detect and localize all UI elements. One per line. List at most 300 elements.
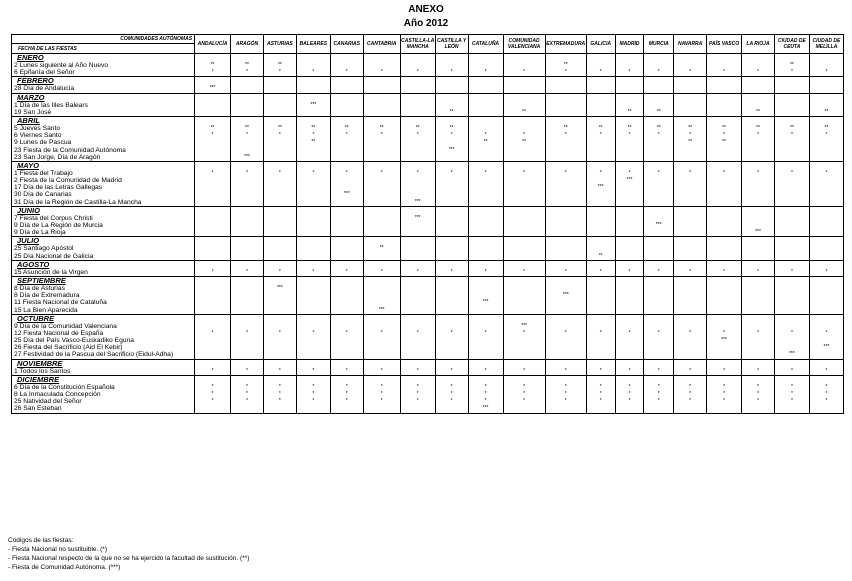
marks-cell xyxy=(707,93,742,116)
marks-cell xyxy=(330,314,363,359)
marks-cell xyxy=(296,237,330,260)
holiday-mark xyxy=(587,154,615,161)
holiday-mark: * xyxy=(657,329,660,336)
holiday-mark xyxy=(810,292,843,299)
marks-cell xyxy=(363,237,400,260)
holiday-mark xyxy=(644,147,673,154)
holiday-mark: * xyxy=(689,169,692,176)
corner-cell xyxy=(12,35,195,54)
holiday-mark: *** xyxy=(482,299,489,306)
marks-cell xyxy=(742,54,775,77)
marks-cell xyxy=(468,116,503,161)
holiday-mark xyxy=(504,85,545,92)
holiday-mark: * xyxy=(723,367,726,374)
holiday-mark xyxy=(775,405,809,412)
holiday-mark xyxy=(742,184,774,191)
holiday-mark xyxy=(810,139,843,146)
holiday-mark xyxy=(810,177,843,184)
holiday-label: 23 San Jorge, Día de Aragón xyxy=(14,153,101,161)
holiday-mark: * xyxy=(689,329,692,336)
holiday-mark: * xyxy=(757,132,759,139)
holiday-mark xyxy=(297,85,330,92)
holiday-mark: ** xyxy=(563,124,568,131)
holiday-mark: * xyxy=(599,132,602,139)
holiday-label: 1 Fiesta del Trabajo xyxy=(14,169,73,177)
holiday-mark: * xyxy=(246,69,248,76)
holiday-mark xyxy=(587,147,615,154)
marks-cell xyxy=(435,260,468,276)
holiday-mark xyxy=(331,147,363,154)
holiday-mark xyxy=(436,245,468,252)
holiday-mark xyxy=(587,139,615,146)
marks-cell xyxy=(468,206,503,237)
marks-cell xyxy=(615,77,644,93)
marks-cell xyxy=(231,206,264,237)
holiday-label: 6 Día de la Constitución Española xyxy=(14,383,115,391)
marks-cell xyxy=(468,375,503,413)
holiday-mark xyxy=(401,109,435,116)
marks-cell xyxy=(545,237,586,260)
month-name: NOVIEMBRE xyxy=(17,359,63,368)
holiday-mark xyxy=(742,299,774,306)
region-header: CANARIAS xyxy=(330,35,363,54)
region-header: COMUNIDAD VALENCIANA xyxy=(503,35,545,54)
holiday-mark xyxy=(231,285,263,292)
holiday-mark: ** xyxy=(522,139,527,146)
month-name: MAYO xyxy=(17,161,39,170)
holiday-mark xyxy=(546,337,586,344)
marks-cell xyxy=(503,161,545,206)
holiday-mark xyxy=(644,344,673,351)
region-header: ARAGÓN xyxy=(231,35,264,54)
holiday-mark xyxy=(436,344,468,351)
month-row xyxy=(12,314,844,359)
holiday-mark: * xyxy=(564,329,567,336)
holiday-mark: *** xyxy=(414,198,421,205)
marks-cell xyxy=(545,260,586,276)
holiday-mark xyxy=(742,344,774,351)
holiday-mark: * xyxy=(416,329,419,336)
holiday-mark xyxy=(331,351,363,358)
holiday-mark: *** xyxy=(626,177,633,184)
holiday-mark xyxy=(469,109,503,116)
holiday-label: 8 Día de Asturias xyxy=(14,284,65,292)
holiday-mark: * xyxy=(450,169,453,176)
holiday-mark: * xyxy=(345,367,348,374)
marks-cell xyxy=(545,375,586,413)
marks-cell xyxy=(400,206,435,237)
holiday-mark: * xyxy=(345,398,348,405)
holiday-mark xyxy=(742,139,774,146)
marks-cell xyxy=(503,93,545,116)
holiday-mark xyxy=(810,199,843,206)
marks-cell xyxy=(330,276,363,314)
holiday-mark xyxy=(297,154,330,161)
holiday-mark: * xyxy=(211,391,214,397)
marks-cell xyxy=(774,276,809,314)
holiday-mark xyxy=(546,154,586,161)
marks-cell xyxy=(674,54,707,77)
holiday-mark: ** xyxy=(277,62,282,68)
holiday-mark: ** xyxy=(483,139,488,146)
holiday-mark: * xyxy=(278,268,281,275)
holiday-mark: *** xyxy=(482,405,489,412)
marks-cell xyxy=(545,161,586,206)
holiday-mark xyxy=(587,102,615,109)
holiday-mark: * xyxy=(657,169,660,176)
holiday-mark xyxy=(297,215,330,222)
document-subtitle: Año 2012 xyxy=(403,18,449,29)
holiday-mark xyxy=(546,351,586,358)
corner-regions-label: COMUNIDADES AUTÓNOMAS xyxy=(120,36,193,42)
holiday-mark xyxy=(546,191,586,198)
marks-cell xyxy=(195,206,231,237)
marks-cell xyxy=(774,260,809,276)
holiday-mark xyxy=(469,245,503,252)
holiday-mark xyxy=(231,139,263,146)
marks-cell xyxy=(545,93,586,116)
holiday-mark xyxy=(644,245,673,252)
holiday-mark xyxy=(587,229,615,236)
holiday-mark xyxy=(231,245,263,252)
month-row xyxy=(12,237,844,260)
holiday-mark: * xyxy=(345,132,348,139)
holiday-mark xyxy=(436,102,468,109)
holiday-mark xyxy=(775,109,809,116)
holiday-mark xyxy=(297,292,330,299)
holiday-mark xyxy=(364,191,400,198)
holiday-mark: *** xyxy=(276,284,283,291)
marks-cell xyxy=(674,276,707,314)
holiday-mark: * xyxy=(757,367,759,374)
holiday-mark: * xyxy=(312,268,315,275)
marks-cell xyxy=(231,260,264,276)
marks-cell xyxy=(435,54,468,77)
month-name: ABRIL xyxy=(17,116,40,125)
holiday-mark: * xyxy=(450,69,453,76)
holiday-mark xyxy=(504,307,545,314)
holiday-mark xyxy=(504,229,545,236)
marks-cell xyxy=(774,237,809,260)
holiday-mark xyxy=(674,184,706,191)
holiday-mark xyxy=(195,253,230,260)
holiday-mark xyxy=(231,351,263,358)
holiday-mark: * xyxy=(599,169,602,176)
holiday-mark xyxy=(546,285,586,292)
month-row xyxy=(12,77,844,93)
holiday-mark xyxy=(587,62,615,69)
holiday-label: 2 Lunes siguiente al Año Nuevo xyxy=(14,62,109,69)
holiday-mark: * xyxy=(345,383,348,390)
holiday-mark: * xyxy=(246,367,248,374)
holiday-mark xyxy=(616,292,644,299)
month-name: ENERO xyxy=(17,53,44,62)
holiday-mark xyxy=(707,344,741,351)
holiday-mark: * xyxy=(278,391,281,397)
holiday-mark xyxy=(297,351,330,358)
marks-cell xyxy=(231,77,264,93)
holiday-mark xyxy=(742,147,774,154)
marks-cell xyxy=(503,260,545,276)
holiday-mark xyxy=(469,125,503,132)
marks-cell xyxy=(435,206,468,237)
marks-cell xyxy=(435,116,468,161)
marks-cell xyxy=(809,77,843,93)
holiday-mark xyxy=(436,405,468,412)
holiday-mark xyxy=(469,351,503,358)
holiday-mark: * xyxy=(416,169,419,176)
holiday-mark xyxy=(401,253,435,260)
holiday-mark xyxy=(331,253,363,260)
holiday-mark xyxy=(616,222,644,229)
holiday-mark: ** xyxy=(245,124,249,131)
holiday-mark xyxy=(436,184,468,191)
holiday-mark: * xyxy=(246,383,248,390)
holiday-mark: *** xyxy=(597,184,604,191)
holiday-label: 6 Epifanía del Señor xyxy=(14,69,75,77)
holiday-mark xyxy=(469,344,503,351)
marks-cell xyxy=(742,206,775,237)
marks-cell xyxy=(400,54,435,77)
holiday-mark xyxy=(546,177,586,184)
marks-cell xyxy=(644,237,674,260)
marks-cell xyxy=(707,260,742,276)
holiday-mark xyxy=(436,253,468,260)
holiday-mark xyxy=(469,337,503,344)
marks-cell xyxy=(644,375,674,413)
holiday-mark xyxy=(195,154,230,161)
holiday-mark: * xyxy=(628,132,631,139)
holiday-mark: * xyxy=(278,398,281,405)
holiday-mark: * xyxy=(628,367,631,374)
region-header: ASTURIAS xyxy=(263,35,296,54)
holiday-mark xyxy=(331,292,363,299)
holiday-mark xyxy=(810,147,843,154)
holiday-mark xyxy=(364,285,400,292)
legend-heading: Códigos de las fiestas: xyxy=(8,537,74,544)
marks-cell xyxy=(774,54,809,77)
holiday-label: 1 Todos los Santos xyxy=(14,367,71,375)
holiday-mark xyxy=(401,154,435,161)
month-holidays-cell xyxy=(12,314,195,359)
marks-cell xyxy=(231,375,264,413)
holiday-label: 8 Día de Extremadura xyxy=(14,292,80,300)
holiday-mark xyxy=(297,222,330,229)
marks-cell xyxy=(809,260,843,276)
holiday-mark xyxy=(616,199,644,206)
holiday-mark: ** xyxy=(756,124,760,131)
holiday-mark xyxy=(231,229,263,236)
holiday-mark xyxy=(264,307,296,314)
holiday-mark xyxy=(775,139,809,146)
holiday-mark: * xyxy=(825,329,828,336)
holiday-mark xyxy=(331,184,363,191)
marks-cell xyxy=(545,359,586,375)
holiday-mark: * xyxy=(599,69,602,76)
holiday-mark: * xyxy=(312,69,315,76)
holiday-mark xyxy=(810,215,843,222)
holiday-mark xyxy=(401,229,435,236)
holiday-mark xyxy=(264,191,296,198)
holiday-mark: * xyxy=(345,169,348,176)
holiday-mark xyxy=(546,299,586,306)
holiday-mark: ** xyxy=(563,62,568,68)
marks-cell xyxy=(468,260,503,276)
holiday-mark: * xyxy=(757,383,759,390)
marks-cell xyxy=(400,260,435,276)
holiday-mark: *** xyxy=(562,292,569,299)
holiday-mark xyxy=(195,102,230,109)
marks-cell xyxy=(263,77,296,93)
holiday-label: 26 San Esteban xyxy=(14,405,62,413)
marks-cell xyxy=(468,77,503,93)
month-holidays-cell xyxy=(12,359,195,375)
region-header: PAÍS VASCO xyxy=(707,35,742,54)
holiday-mark xyxy=(436,222,468,229)
holiday-mark xyxy=(775,222,809,229)
holiday-mark xyxy=(364,177,400,184)
holiday-mark xyxy=(297,147,330,154)
holiday-label: 25 Natividad del Señor xyxy=(14,398,82,406)
holiday-mark: * xyxy=(380,169,383,176)
marks-cell xyxy=(363,77,400,93)
marks-cell xyxy=(644,116,674,161)
marks-cell xyxy=(707,116,742,161)
holiday-mark xyxy=(264,245,296,252)
marks-cell xyxy=(231,116,264,161)
marks-cell xyxy=(400,237,435,260)
holiday-mark xyxy=(587,177,615,184)
marks-cell xyxy=(263,54,296,77)
marks-cell xyxy=(707,359,742,375)
holiday-mark xyxy=(775,199,809,206)
holiday-mark xyxy=(587,215,615,222)
legend xyxy=(8,536,249,572)
holiday-mark: * xyxy=(211,398,214,405)
holiday-mark: *** xyxy=(378,306,385,313)
holiday-mark: * xyxy=(416,367,419,374)
holiday-mark: * xyxy=(657,132,660,139)
holiday-mark: * xyxy=(757,329,759,336)
holiday-mark xyxy=(331,109,363,116)
holiday-mark: * xyxy=(790,132,793,139)
holiday-mark xyxy=(436,154,468,161)
holiday-mark: * xyxy=(564,132,567,139)
holiday-label: 9 Día de La Rioja xyxy=(14,229,66,237)
holiday-mark: * xyxy=(723,132,726,139)
marks-cell xyxy=(586,93,615,116)
holiday-mark xyxy=(364,344,400,351)
holiday-mark xyxy=(674,292,706,299)
holiday-mark: * xyxy=(246,268,248,275)
holiday-mark: * xyxy=(523,69,526,76)
holiday-mark xyxy=(264,184,296,191)
holiday-mark xyxy=(775,245,809,252)
holiday-mark xyxy=(331,299,363,306)
holiday-mark xyxy=(231,177,263,184)
holiday-mark xyxy=(742,307,774,314)
month-name: AGOSTO xyxy=(17,260,50,269)
marks-cell xyxy=(400,93,435,116)
holiday-mark: * xyxy=(484,268,487,275)
holiday-mark xyxy=(644,292,673,299)
holiday-mark: * xyxy=(689,383,692,390)
marks-cell xyxy=(330,260,363,276)
holiday-mark xyxy=(331,154,363,161)
holiday-mark xyxy=(546,405,586,412)
marks-cell xyxy=(435,93,468,116)
holiday-mark xyxy=(469,323,503,330)
holiday-mark xyxy=(644,177,673,184)
holiday-mark xyxy=(231,292,263,299)
holiday-mark xyxy=(644,154,673,161)
month-row xyxy=(12,161,844,206)
marks-cell xyxy=(809,54,843,77)
marks-cell xyxy=(586,276,615,314)
holiday-mark xyxy=(546,85,586,92)
holiday-mark xyxy=(469,154,503,161)
holiday-mark xyxy=(775,307,809,314)
marks-cell xyxy=(400,375,435,413)
marks-cell xyxy=(586,375,615,413)
month-holidays-cell xyxy=(12,375,195,413)
holiday-mark: ** xyxy=(627,124,632,131)
holiday-mark xyxy=(674,245,706,252)
holiday-mark xyxy=(364,184,400,191)
holiday-mark xyxy=(195,245,230,252)
holiday-mark xyxy=(587,199,615,206)
holiday-mark xyxy=(644,85,673,92)
holiday-mark: * xyxy=(628,398,631,405)
holiday-mark xyxy=(674,85,706,92)
holiday-mark: * xyxy=(450,398,453,405)
marks-cell xyxy=(615,54,644,77)
holiday-mark: * xyxy=(564,398,567,405)
holiday-mark xyxy=(364,222,400,229)
holiday-mark xyxy=(364,292,400,299)
holiday-mark xyxy=(297,323,330,330)
holiday-mark xyxy=(504,351,545,358)
holiday-mark xyxy=(674,177,706,184)
marks-cell xyxy=(809,161,843,206)
holiday-label: 26 Fiesta del Sacrificio (Aid El Kebir) xyxy=(14,344,123,352)
holiday-mark: * xyxy=(757,391,759,397)
holiday-mark xyxy=(707,177,741,184)
holiday-mark xyxy=(616,191,644,198)
holiday-mark xyxy=(742,323,774,330)
holiday-mark xyxy=(231,323,263,330)
holiday-mark xyxy=(775,253,809,260)
holiday-mark xyxy=(231,337,263,344)
holiday-mark: * xyxy=(484,169,487,176)
holiday-mark xyxy=(401,285,435,292)
marks-cell xyxy=(195,314,231,359)
holiday-mark xyxy=(195,177,230,184)
marks-cell xyxy=(707,237,742,260)
holiday-mark: * xyxy=(564,268,567,275)
holiday-mark: * xyxy=(380,268,383,275)
holiday-mark xyxy=(331,85,363,92)
month-name: SEPTIEMBRE xyxy=(17,276,66,285)
marks-cell xyxy=(615,116,644,161)
marks-cell xyxy=(468,93,503,116)
holiday-mark: * xyxy=(246,398,248,405)
marks-cell xyxy=(400,359,435,375)
marks-cell xyxy=(774,375,809,413)
holiday-mark xyxy=(616,102,644,109)
holiday-mark: * xyxy=(723,329,726,336)
holiday-mark xyxy=(436,307,468,314)
